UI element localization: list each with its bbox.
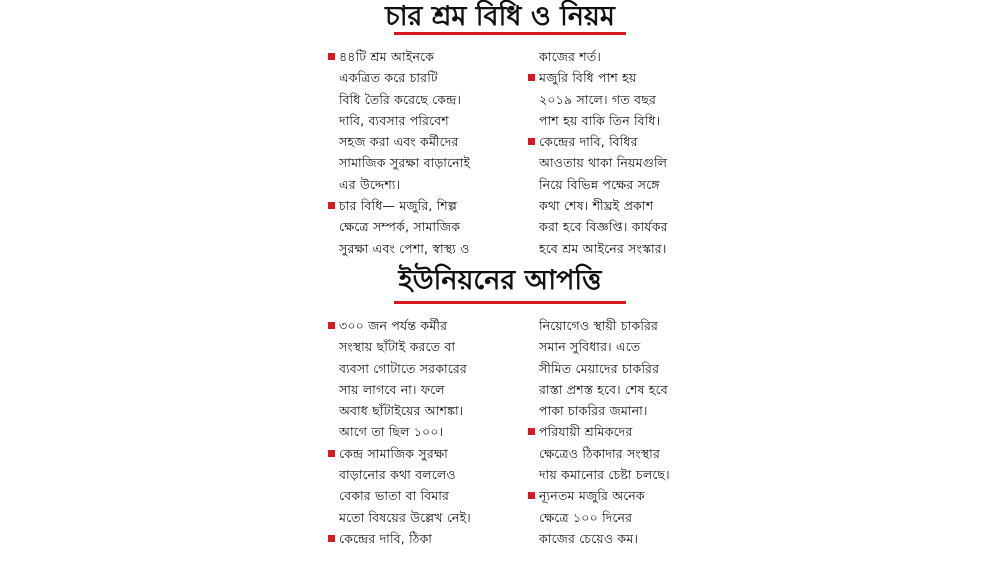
bullet-text: আওতায় থাকা নিয়মগুলি [539,155,668,171]
red-square-bullet-icon [328,322,335,329]
bullet-line [327,315,525,336]
bullet-text: নিয়ে বিভিন্ন পক্ষের সঙ্গে [539,176,660,192]
bullet-line [527,400,725,421]
bullet-continuation [527,46,725,67]
bullet-text: বাড়ানোর কথা বললেও [339,467,456,483]
bullet-text: কাজের শর্ত। [539,49,602,64]
bullet-text: কাজের চেয়েও কম। [539,530,639,546]
bullet-line [527,67,725,88]
bullet-line [527,131,725,152]
bullet-line [527,485,725,506]
bullet-text: কেন্দ্র সামাজিক সুরক্ষা [339,445,448,461]
bullet-line [327,528,525,549]
bullet-text: ন্যূনতম মজুরি অনেক [539,488,645,504]
bullet-line [527,110,725,131]
bullet-line [327,379,525,400]
bullet-line [327,110,525,131]
bullet-line [527,336,725,357]
bullet-text: নিয়োগেও স্থায়ী চাকরির [539,318,659,333]
red-square-bullet-icon [328,450,335,457]
bullet-text: কথা শেষ। শীঘ্রই প্রকাশ [539,198,654,214]
bullet-text: ৪৪টি শ্রম আইনকে [339,49,435,64]
red-square-bullet-icon [528,74,535,81]
bullet-item [327,443,525,528]
bullet-line [327,238,525,259]
bullet-line [527,152,725,173]
bullet-line [527,315,725,336]
bullet-line [327,507,525,528]
bullet-text: ক্ষেত্রেও ঠিকাদার সংস্থার [539,445,661,461]
bullet-line [327,152,525,173]
bullet-line [327,131,525,152]
bullet-text: চার বিধি— মজুরি, শিল্প [339,198,458,214]
bullet-line [327,421,525,442]
bullet-text: ক্ষেত্রে ১০০ দিনের [539,509,633,525]
bullet-item [527,421,725,485]
bullet-text: পরিযায়ী শ্রমিকদের [539,424,633,440]
bullet-text: পাশ হয় বাকি তিন বিধি। [539,112,661,128]
objections-column-left [327,315,525,549]
bullet-text: সমান সুবিধার। এতে [539,339,641,355]
bullet-text: কেন্দ্রের দাবি, ঠিকা [339,530,433,546]
bullet-text: ক্ষেত্রে সম্পর্ক, সামাজিক [339,219,461,235]
bullet-line [327,174,525,195]
bullet-text: আগে তা ছিল ১০০। [339,424,444,440]
bullet-line [527,216,725,237]
bullet-line [527,379,725,400]
bullet-item [327,315,525,443]
bullet-item [327,46,525,195]
heading-underline [394,32,626,35]
bullet-line [327,216,525,237]
bullet-text: মজুরি বিধি পাশ হয় [539,70,637,86]
bullet-item [527,131,725,259]
rules-column-right [527,46,725,259]
section-heading-rules: চার শ্রম বিধি ও নিয়ম [385,1,615,32]
red-square-bullet-icon [528,138,535,145]
bullet-line [527,358,725,379]
bullet-item [527,67,725,131]
bullet-text: রাস্তা প্রশস্ত হবে। শেষ হবে [539,381,668,397]
bullet-line [527,443,725,464]
bullet-text: সায় লাগবে না। ফলে [339,381,445,397]
bullet-text: এর উদ্দেশ্য। [339,176,401,192]
red-square-bullet-icon [328,53,335,60]
bullet-line [327,443,525,464]
bullet-line [327,336,525,357]
bullet-text: একত্রিত করে চারটি [339,70,438,86]
bullet-text: সামাজিক সুরক্ষা বাড়ানোই [339,155,471,171]
bullet-continuation [527,315,725,421]
bullet-text: ব্যবসা গোটাতে সরকারের [339,360,467,376]
bullet-line [327,46,525,67]
bullet-line [327,464,525,485]
bullet-line [327,195,525,216]
bullet-line [527,421,725,442]
bullet-text: ৩০০ জন পর্যন্ত কর্মীর [339,318,448,333]
bullet-line [527,507,725,528]
bullet-text: দাবি, ব্যবসার পরিবেশ [339,112,449,128]
bullet-text: সংস্থায় ছাঁটাই করতে বা [339,339,456,355]
bullet-text: পাকা চাকরির জমানা। [539,403,648,419]
bullet-line [527,464,725,485]
bullet-line [527,89,725,110]
bullet-line [327,485,525,506]
bullet-text: করা হবে বিজ্ঞপ্তি। কার্যকর [539,219,668,235]
bullet-line [527,528,725,549]
bullet-text: সীমিত মেয়াদের চাকরির [539,360,660,376]
red-square-bullet-icon [528,492,535,499]
bullet-text: বিধি তৈরি করেছে কেন্দ্র। [339,91,462,107]
bullet-text: ২০১৯ সালে। গত বছর [539,91,657,107]
bullet-line [527,174,725,195]
red-square-bullet-icon [328,202,335,209]
bullet-line [327,67,525,88]
bullet-text: মতো বিষয়ের উল্লেখ নেই। [339,509,471,525]
objections-column-right [527,315,725,549]
bullet-text: কেন্দ্রের দাবি, বিধির [539,134,638,150]
bullet-text: দায় কমানোর চেষ্টা চলছে। [539,467,670,483]
bullet-item [527,485,725,549]
red-square-bullet-icon [328,535,335,542]
bullet-line [327,358,525,379]
bullet-item [327,528,525,549]
red-square-bullet-icon [528,428,535,435]
bullet-line [327,89,525,110]
bullet-text: বেকার ভাতা বা বিমার [339,488,450,504]
bullet-line [327,400,525,421]
bullet-line [527,238,725,259]
bullet-text: সুরক্ষা এবং পেশা, স্বাস্থ্য ও [339,240,470,256]
bullet-text: অবাধ ছাঁটাইয়ের আশঙ্কা। [339,403,464,419]
bullet-line [527,195,725,216]
rules-column-left [327,46,525,259]
bullet-line [527,46,725,67]
bullet-text: সহজ করা এবং কর্মীদের [339,134,459,150]
heading-underline [394,301,626,304]
bullet-item [327,195,525,259]
bullet-text: হবে শ্রম আইনের সংস্কার। [539,240,667,256]
section-heading-union-objections: ইউনিয়নের আপত্তি [398,265,602,296]
